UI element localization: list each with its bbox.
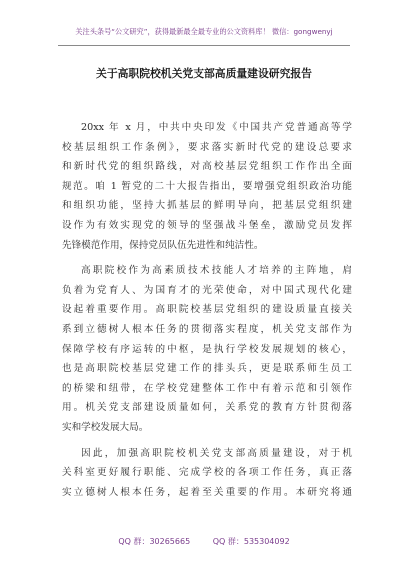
text-line: 校基层组织工作条例》，要求落实新时代党的建设总要求	[62, 141, 352, 153]
text-line: 和组织功能，坚持大抓基层的鲜明导向，把基层党组织建	[62, 200, 352, 212]
text-line: 先锋模范作用，保持党员队伍先进性和纯洁性。	[62, 239, 264, 251]
text-line: 关科室更好履行职能、完成学校的各项工作任务，真正落	[62, 467, 352, 479]
header-promo-note: 关注头条号“公文研究”，获得最新最全最专业的公文资料库！ 微信：gongwenyj	[75, 27, 333, 36]
text-line: 实和学校发展大局。	[62, 421, 149, 433]
text-line: 高职院校作为高素质技术技能人才培养的主阵地，肩	[81, 265, 352, 277]
text-line: 设作为有效实现党的领导的坚强战斗堡垒，激励党员发挥	[62, 219, 352, 231]
text-line: 20xx 年 x 月，中共中央印发《中国共产党普通高等学	[81, 122, 352, 133]
text-line: 系到立德树人根本任务的贯彻落实程度，机关党支部作为	[62, 323, 352, 335]
footer-qq-group-1: QQ 群：30265665	[118, 537, 191, 546]
header-divider	[58, 45, 350, 46]
text-line: 也是高职院校基层党建工作的排头兵，更是联系师生员工	[62, 363, 352, 375]
paragraph-3	[62, 444, 352, 503]
text-line: 实立德树人根本任务，起着至关重要的作用。本研究将通	[62, 486, 352, 498]
text-line: 因此，加强高职院校机关党支部高质量建设，对于机	[81, 447, 352, 459]
document-body	[62, 118, 352, 508]
document-title: 关于高职院校机关党支部高质量建设研究报告	[96, 67, 312, 80]
text-line: 规范。咱 1 暂党的二十大报告指出，要增强党组织政治功能	[62, 180, 352, 192]
text-line: 保障学校有序运转的中枢，是执行学校发展规划的核心，	[62, 343, 352, 355]
text-line: 设起着重要作用。高职院校基层党组织的建设质量直接关	[62, 304, 352, 316]
text-line: 的桥梁和纽带，在学校党建整体工作中有着示范和引领作	[62, 382, 352, 394]
paragraph-2	[62, 261, 352, 437]
paragraph-1	[62, 118, 352, 255]
text-line: 用。机关党支部建设质量如何，关系党的教育方针贯彻落	[62, 402, 352, 414]
text-line: 和新时代党的组织路线，对高校基层党组织工作作出全面	[62, 161, 352, 173]
footer-contact	[0, 536, 408, 547]
footer-qq-group-2: QQ 群：535304092	[212, 537, 290, 546]
text-line: 负着为党育人、为国育才的光荣使命，对中国式现代化建	[62, 284, 352, 296]
